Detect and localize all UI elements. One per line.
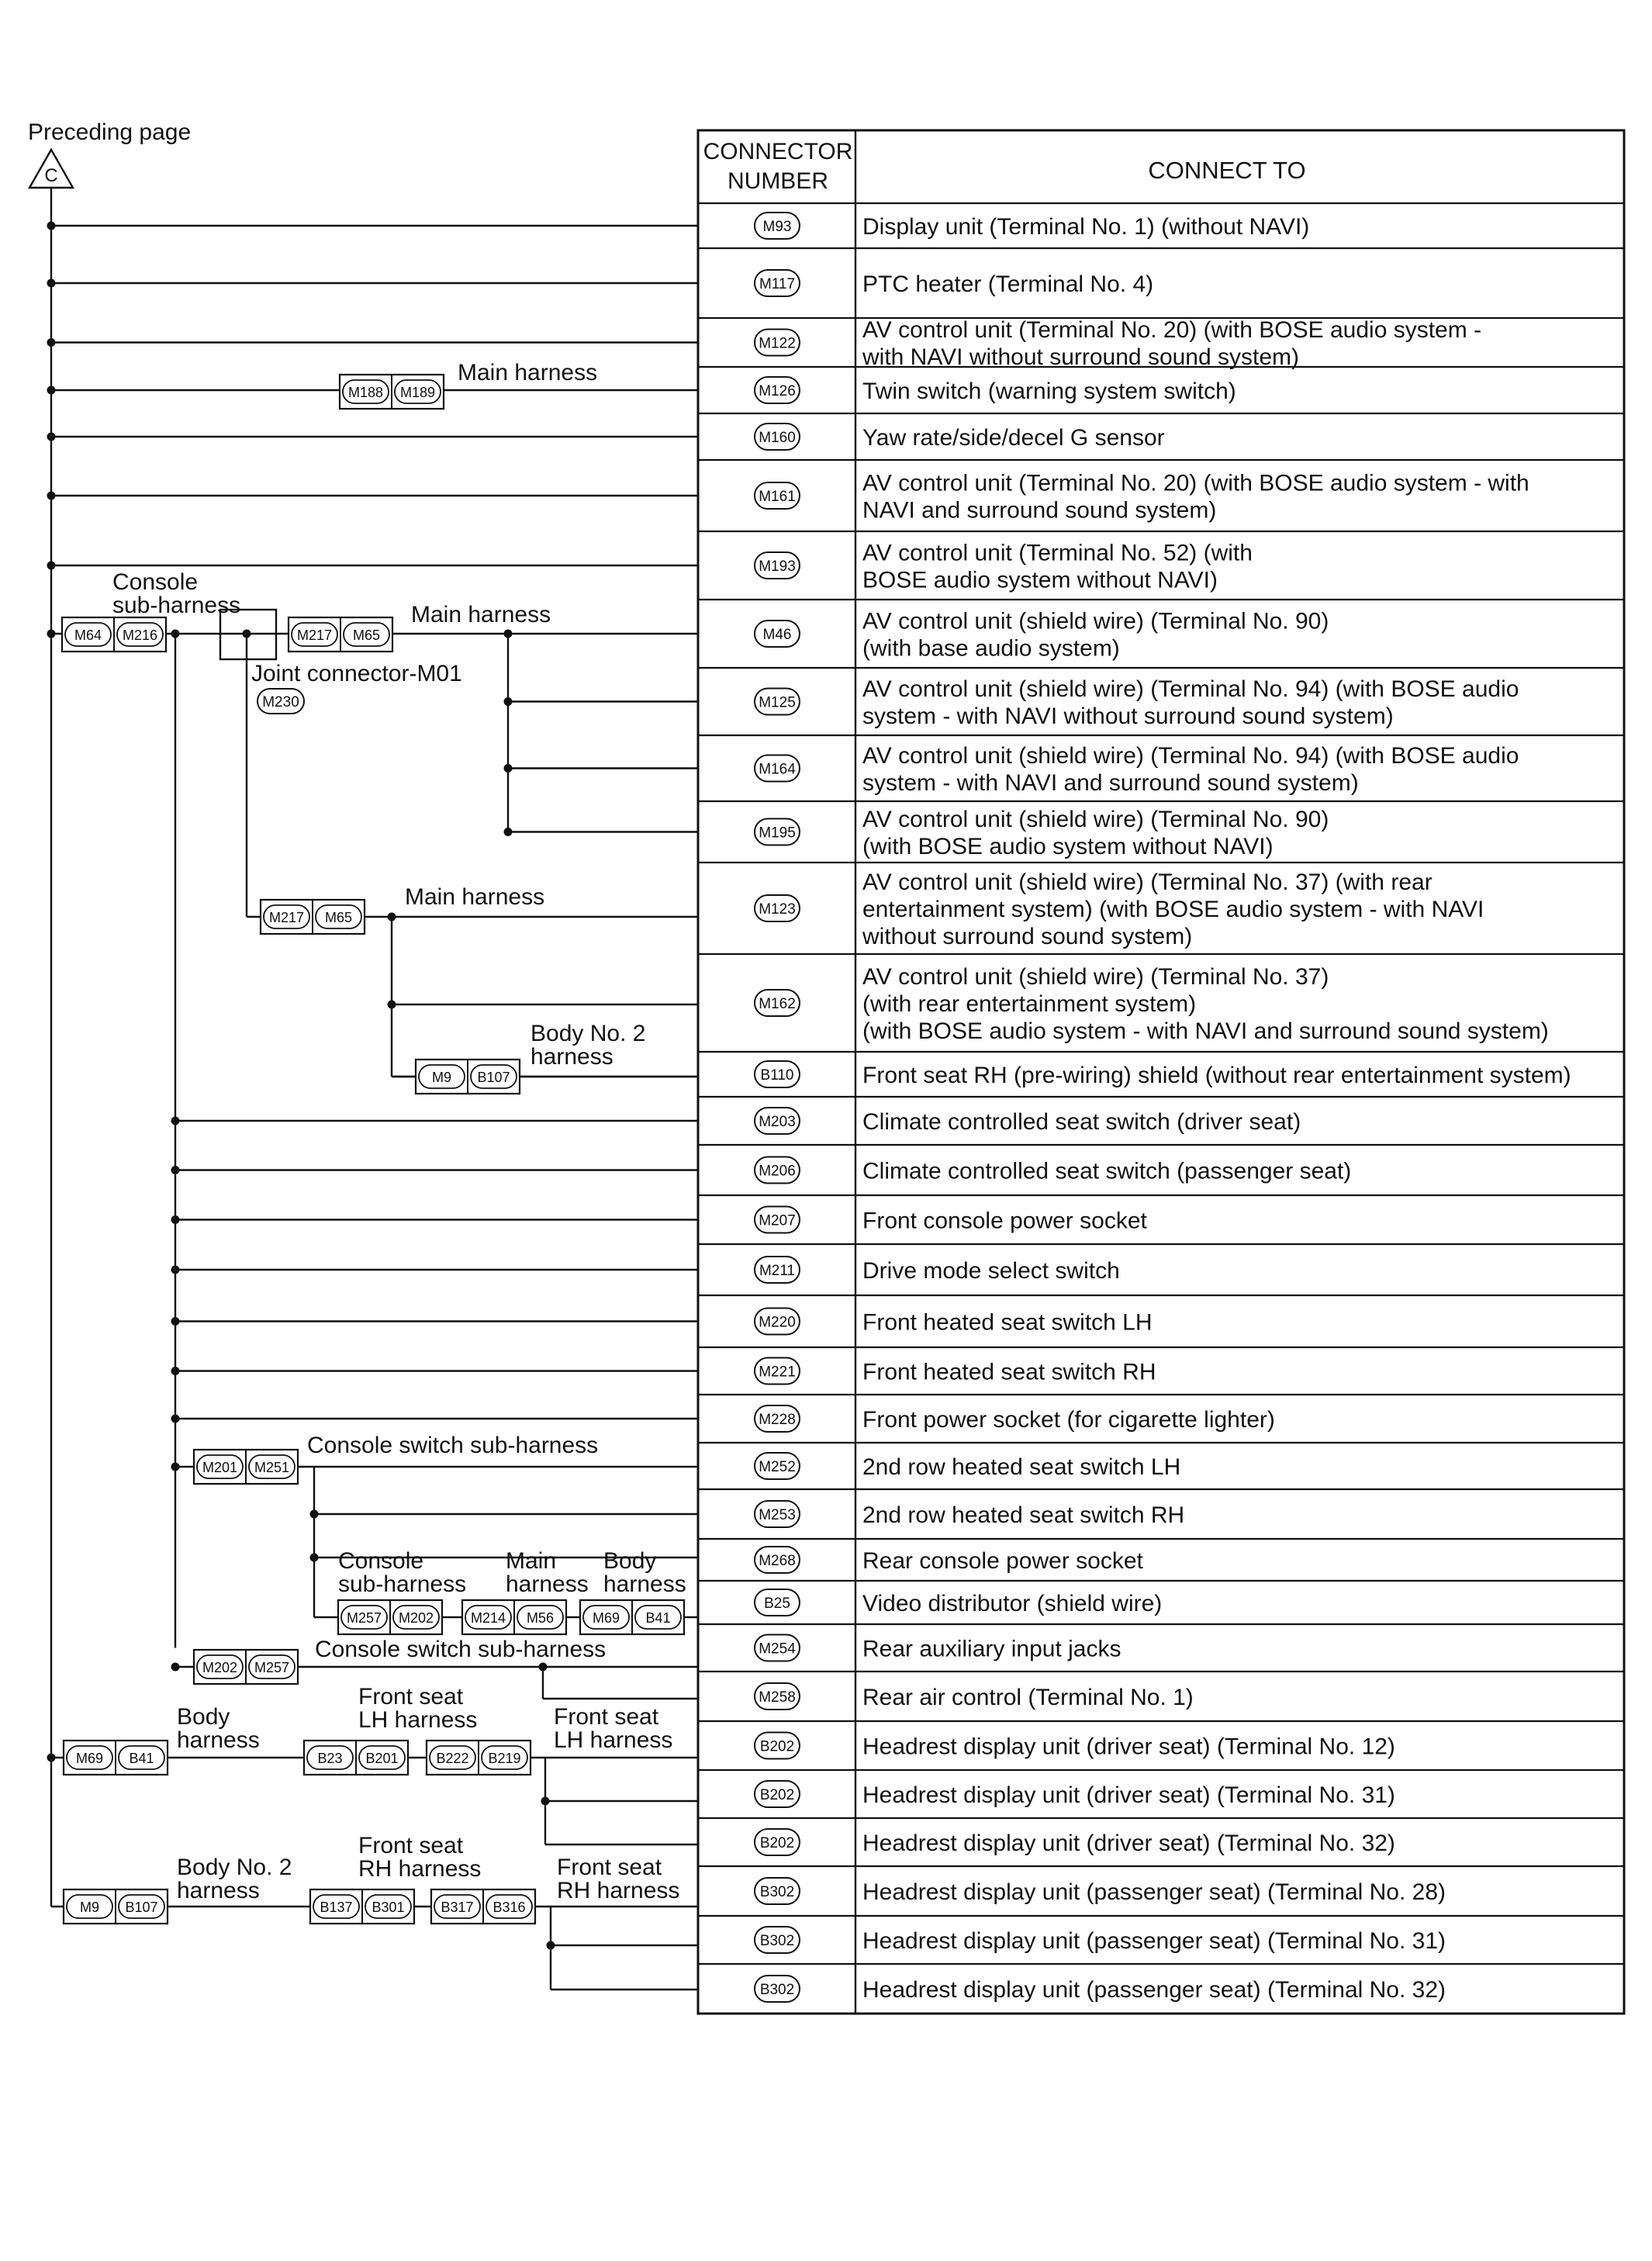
table-row	[755, 424, 1165, 451]
table-row	[755, 1207, 1148, 1234]
table-row	[755, 270, 1153, 297]
splice-dot	[171, 1463, 180, 1471]
harness-label: sub-harness	[112, 593, 241, 618]
connect-to-text: Headrest display unit (driver seat) (Terminal No. 31)	[862, 1782, 1395, 1808]
table-row	[755, 1976, 1446, 2003]
table-row	[755, 676, 1519, 729]
connector-header: CONNECTOR	[703, 139, 853, 164]
splice-dot	[171, 1266, 180, 1274]
connect-to-text: BOSE audio system without NAVI)	[862, 567, 1218, 593]
connector-id: M207	[759, 1212, 796, 1229]
harness-label: Console	[338, 1548, 424, 1574]
connector-id: M161	[759, 489, 796, 505]
splice-dot	[547, 1941, 555, 1950]
connector-pair	[64, 1741, 168, 1775]
connect-to-text: Front power socket (for cigarette lighter)	[862, 1407, 1275, 1433]
connector-id: B107	[125, 1900, 158, 1915]
connector-table	[698, 130, 1624, 2014]
harness-label: Main harness	[405, 884, 545, 910]
harness-label: LH harness	[554, 1727, 673, 1753]
table-row	[755, 1733, 1395, 1760]
splice-dot	[388, 1001, 396, 1009]
connector-id: M254	[759, 1640, 796, 1658]
connect-to-text: Front heated seat switch LH	[862, 1309, 1153, 1336]
splice-dot	[171, 1215, 180, 1224]
connect-to-text: system - with NAVI without surround sound system)	[862, 704, 1394, 729]
splice-dot	[47, 492, 56, 500]
table-row	[755, 541, 1253, 593]
harness-label: RH harness	[557, 1878, 680, 1903]
harness-label: Front seat	[557, 1855, 662, 1880]
connector-id: M65	[352, 627, 381, 643]
connect-to-text: without surround sound system)	[862, 924, 1193, 949]
splice-dot	[504, 697, 513, 706]
harness-label: Body No. 2	[531, 1021, 646, 1046]
connector-id: M217	[268, 910, 305, 925]
table-row	[755, 743, 1519, 796]
connector-pair	[340, 375, 444, 409]
connector-id: B41	[645, 1610, 671, 1626]
harness-label: Body	[177, 1704, 230, 1730]
splice-dot	[539, 1663, 548, 1672]
connector-id: M56	[526, 1610, 555, 1626]
table-row	[755, 1878, 1446, 1905]
connector-id: M126	[759, 383, 796, 399]
connect-to-text: Display unit (Terminal No. 1) (without NAVI)	[862, 214, 1310, 240]
table-row	[755, 1927, 1446, 1954]
connector-id: M257	[346, 1610, 382, 1626]
connector-pair	[261, 900, 365, 934]
connector-id: B23	[317, 1751, 343, 1766]
connect-to-text: Headrest display unit (passenger seat) (Terminal No. 28)	[862, 1879, 1446, 1905]
harness-label: Joint connector-M01	[251, 661, 462, 686]
connect-to-text: AV control unit (Terminal No. 20) (with BOSE audio system -	[862, 317, 1482, 343]
connector-id: M220	[759, 1314, 796, 1331]
connect-to-text: 2nd row heated seat switch RH	[862, 1502, 1185, 1528]
preceding-page-marker-letter: C	[44, 165, 58, 186]
connector-id: M93	[762, 219, 792, 235]
connector-pair	[304, 1741, 408, 1775]
connector-id: M217	[296, 627, 333, 643]
splice-dot	[171, 1166, 180, 1174]
harness-label: Body	[603, 1548, 657, 1574]
connector-id: B302	[759, 1933, 795, 1949]
connect-to-text: Headrest display unit (driver seat) (Terminal No. 12)	[862, 1734, 1395, 1760]
connect-to-text: AV control unit (Terminal No. 20) (with BOSE audio system - with	[862, 470, 1529, 496]
connector-id: B302	[759, 1982, 795, 1998]
table-row	[755, 1589, 1162, 1616]
connector-id: B107	[477, 1070, 510, 1085]
table-row	[755, 1547, 1144, 1574]
connect-to-text: (with BOSE audio system - with NAVI and surround sound system)	[862, 1018, 1549, 1044]
connector-id: M193	[759, 558, 796, 575]
harness-label: Front seat	[554, 1704, 659, 1730]
harness-label: Main harness	[458, 360, 598, 385]
connector-id: M125	[759, 694, 796, 711]
splice-dot	[47, 338, 56, 347]
connector-id: M160	[759, 430, 796, 446]
connector-id: M69	[592, 1610, 620, 1626]
connector-pair	[462, 1600, 566, 1634]
connect-to-text: AV control unit (Terminal No. 52) (with	[862, 540, 1253, 566]
table-row	[755, 1453, 1180, 1480]
connector-id: M202	[202, 1660, 238, 1675]
table-row	[755, 317, 1481, 370]
connect-to-text: Front seat RH (pre-wiring) shield (without rear entertainment system)	[862, 1063, 1571, 1088]
preceding-page-ref	[28, 119, 191, 188]
connector-id: M65	[324, 910, 353, 925]
connect-to-text: Twin switch (warning system switch)	[862, 379, 1236, 404]
connect-to-text: AV control unit (shield wire) (Terminal No. 90)	[862, 608, 1329, 634]
harness-label: Console switch sub-harness	[315, 1637, 607, 1662]
connector-id: M252	[759, 1459, 796, 1475]
connector-id: M202	[398, 1610, 434, 1626]
table-row	[755, 1257, 1120, 1284]
connector-id: M46	[762, 627, 792, 643]
table-row	[755, 213, 1309, 240]
harness-label: harness	[603, 1571, 686, 1597]
splice-dot	[310, 1510, 319, 1519]
connect-to-text: (with rear entertainment system)	[862, 991, 1197, 1017]
connect-to-text: Headrest display unit (passenger seat) (Terminal No. 31)	[862, 1928, 1446, 1954]
splice-dot	[47, 222, 56, 230]
connect-to-text: Climate controlled seat switch (passenger seat)	[862, 1158, 1352, 1184]
splice-dot	[171, 1117, 180, 1125]
connector-id: B110	[760, 1067, 794, 1084]
connector-id: B301	[372, 1900, 405, 1915]
connect-to-text: Rear air control (Terminal No. 1)	[862, 1685, 1194, 1710]
connector-id: B202	[759, 1787, 795, 1803]
splice-dot	[47, 562, 56, 570]
splice-dot	[243, 630, 251, 638]
table-row	[755, 807, 1329, 859]
table-row	[755, 1635, 1121, 1662]
connector-id: M188	[347, 385, 384, 400]
connector-id: B316	[492, 1900, 526, 1915]
splice-dot	[504, 828, 513, 836]
connector-id: M258	[759, 1689, 796, 1706]
splice-dot	[171, 630, 180, 638]
connector-id: M189	[399, 385, 436, 400]
connector-id: M206	[759, 1163, 796, 1180]
connector-id: B222	[436, 1751, 469, 1766]
table-row	[755, 1501, 1184, 1528]
splice-dot	[47, 630, 56, 638]
harness-label: Console	[112, 569, 199, 595]
connector-pair	[431, 1889, 535, 1924]
connector-id: M9	[79, 1900, 100, 1915]
table-row	[755, 1157, 1351, 1184]
connector-id: B25	[764, 1595, 790, 1612]
connector-id: M251	[254, 1460, 290, 1475]
connect-to-text: Climate controlled seat switch (driver seat)	[862, 1109, 1301, 1135]
connect-to-header: CONNECT TO	[1148, 157, 1306, 184]
connect-to-text: Front console power socket	[862, 1208, 1147, 1234]
connect-to-text: (with base audio system)	[862, 635, 1120, 662]
connector-pair	[62, 617, 166, 652]
connector-id: M9	[431, 1070, 452, 1085]
connect-to-text: Headrest display unit (passenger seat) (Terminal No. 32)	[862, 1977, 1446, 2003]
connector-id: M203	[759, 1114, 796, 1130]
connector-pair	[194, 1450, 298, 1484]
connector-id: M122	[759, 335, 796, 352]
harness-label: LH harness	[358, 1707, 478, 1733]
connector-id: M268	[759, 1553, 796, 1569]
connector-id: M164	[759, 761, 796, 778]
connector-id: M228	[759, 1412, 796, 1428]
connector-id: M214	[470, 1610, 506, 1626]
table-row	[755, 377, 1236, 404]
harness-label: sub-harness	[338, 1571, 467, 1597]
table-row	[755, 964, 1549, 1044]
connector-pair	[580, 1600, 684, 1634]
table-row	[755, 1309, 1153, 1336]
table-row	[755, 1781, 1395, 1808]
harness-label: Front seat	[358, 1833, 464, 1858]
connector-id: B137	[320, 1900, 353, 1915]
connect-to-text: entertainment system) (with BOSE audio system - with NAVI	[862, 897, 1484, 922]
connector-id: M221	[759, 1364, 796, 1381]
harness-label: harness	[177, 1878, 260, 1903]
connector-pair	[64, 1889, 168, 1924]
connector-id: M211	[759, 1263, 796, 1279]
table-row	[755, 1108, 1301, 1135]
connector-id: B317	[441, 1900, 474, 1915]
harness-label: Console switch sub-harness	[307, 1433, 599, 1458]
splice-dot	[47, 279, 56, 288]
connect-to-text: Rear console power socket	[862, 1548, 1143, 1574]
connector-id: M216	[122, 627, 158, 643]
harness-label: Main harness	[411, 602, 551, 627]
harness-label: harness	[531, 1044, 613, 1070]
connect-to-text: NAVI and surround sound system)	[862, 497, 1217, 524]
connect-to-text: Yaw rate/side/decel G sensor	[862, 425, 1165, 451]
table-row	[755, 869, 1484, 949]
connector-id: M123	[759, 901, 796, 918]
harness-label: harness	[177, 1727, 260, 1753]
connector-id: M64	[74, 627, 102, 643]
harness-label: Front seat	[358, 1684, 464, 1710]
splice-dot	[171, 1367, 180, 1375]
connect-to-text: AV control unit (shield wire) (Terminal No. 37) (with rear	[862, 869, 1433, 895]
connect-to-text: system - with NAVI and surround sound system)	[862, 770, 1359, 796]
connect-to-text: (with BOSE audio system without NAVI)	[862, 834, 1274, 859]
connector-id: B302	[759, 1884, 795, 1900]
connector-id: M162	[759, 996, 796, 1012]
connector-header: NUMBER	[727, 168, 829, 194]
splice-dot	[504, 630, 513, 638]
connect-to-text: PTC heater (Terminal No. 4)	[862, 271, 1154, 297]
joint-connector-id: M230	[262, 694, 299, 710]
connector-id: M69	[75, 1751, 104, 1766]
table-row	[755, 471, 1529, 524]
connector-pair	[427, 1741, 531, 1775]
harness-label: Main	[506, 1548, 557, 1574]
splice-dot	[541, 1797, 550, 1806]
connect-to-text: 2nd row heated seat switch LH	[862, 1454, 1181, 1480]
connect-to-text: AV control unit (shield wire) (Terminal No. 94) (with BOSE audio	[862, 676, 1519, 702]
connector-pair	[416, 1060, 520, 1094]
table-row	[755, 1405, 1275, 1433]
preceding-page-label: Preceding page	[28, 119, 192, 145]
splice-dot	[47, 1754, 56, 1762]
splice-dot	[171, 1317, 180, 1326]
splice-dot	[504, 764, 513, 773]
connector-id: M253	[759, 1507, 796, 1523]
connector-id: M117	[759, 276, 796, 292]
connect-to-text: Front heated seat switch RH	[862, 1359, 1156, 1385]
table-row	[755, 1358, 1156, 1385]
splice-dot	[310, 1554, 319, 1562]
connect-to-text: Rear auxiliary input jacks	[862, 1636, 1121, 1662]
splice-dot	[171, 1663, 180, 1672]
connect-to-text: AV control unit (shield wire) (Terminal No. 90)	[862, 807, 1329, 832]
connector-pair	[310, 1889, 414, 1924]
splice-dot	[171, 1415, 180, 1423]
connector-pair	[289, 617, 392, 652]
connect-to-text: Drive mode select switch	[862, 1258, 1120, 1284]
harness-label: RH harness	[358, 1856, 482, 1882]
connector-id: B219	[488, 1751, 521, 1766]
table-row	[755, 1683, 1194, 1710]
connector-id: M201	[202, 1460, 238, 1475]
connector-pair	[194, 1650, 298, 1684]
splice-dot	[388, 913, 396, 921]
connect-to-text: AV control unit (shield wire) (Terminal No. 37)	[862, 964, 1329, 990]
connect-to-text: Headrest display unit (driver seat) (Terminal No. 32)	[862, 1831, 1395, 1856]
splice-dot	[47, 386, 56, 395]
connect-to-text: Video distributor (shield wire)	[862, 1591, 1163, 1616]
table-row	[755, 1061, 1571, 1088]
connector-pair	[338, 1600, 442, 1634]
connector-id: B202	[759, 1738, 795, 1755]
table-row	[755, 609, 1329, 662]
connect-to-text: with NAVI without surround sound system)	[862, 344, 1300, 370]
harness-label: Body No. 2	[177, 1855, 292, 1880]
table-row	[755, 1829, 1395, 1856]
connector-id: M257	[254, 1660, 290, 1675]
connect-to-text: AV control unit (shield wire) (Terminal No. 94) (with BOSE audio	[862, 743, 1519, 769]
connector-id: B201	[365, 1751, 399, 1766]
harness-label: harness	[506, 1571, 589, 1597]
connector-id: M195	[759, 825, 796, 842]
connector-id: B202	[759, 1835, 795, 1851]
connector-id: B41	[129, 1751, 154, 1766]
splice-dot	[47, 433, 56, 441]
